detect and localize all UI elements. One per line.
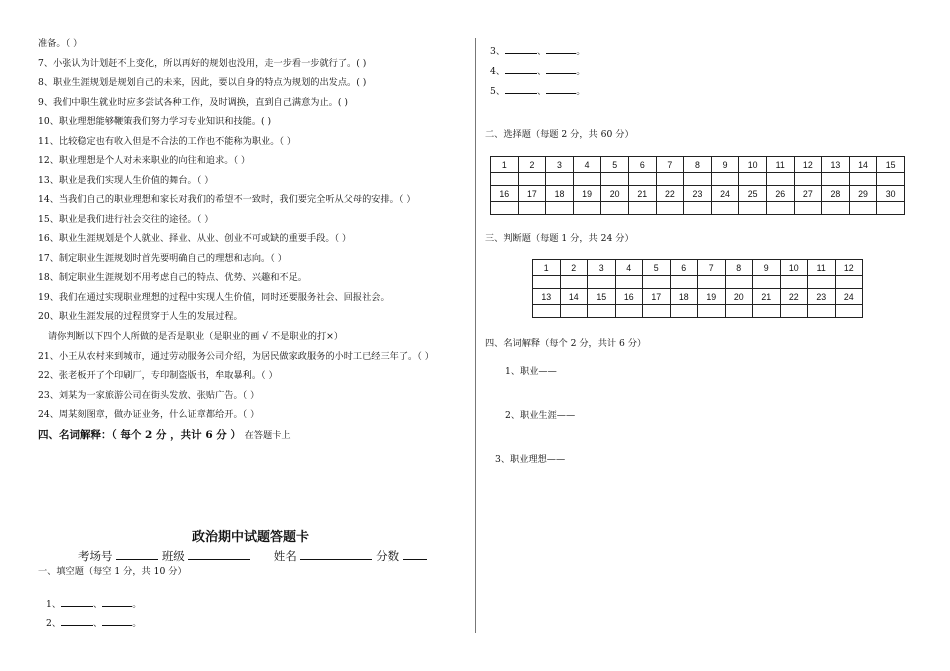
exam-no-blank[interactable] bbox=[116, 548, 158, 560]
score-blank[interactable] bbox=[403, 548, 427, 560]
choice-number-cell: 29 bbox=[849, 186, 877, 202]
choice-number-cell: 27 bbox=[794, 186, 822, 202]
choice-number-cell: 5 bbox=[601, 157, 629, 173]
term-header: 四、名词解释（每个 2 分，共计 6 分） bbox=[485, 338, 647, 349]
choice-number-cell: 7 bbox=[656, 157, 684, 173]
judge-answer-cell[interactable] bbox=[780, 305, 808, 318]
judge-number-cell: 22 bbox=[780, 289, 808, 305]
choice-number-cell: 10 bbox=[739, 157, 767, 173]
judge-number-cell: 3 bbox=[588, 260, 616, 276]
judge-number-cell: 19 bbox=[698, 289, 726, 305]
fill-blank[interactable] bbox=[61, 614, 93, 626]
judge-answer-cell[interactable] bbox=[835, 305, 863, 318]
judge-number-cell: 16 bbox=[615, 289, 643, 305]
column-divider bbox=[475, 38, 476, 633]
score-label: 分数 bbox=[376, 549, 400, 563]
judge-answer-cell[interactable] bbox=[725, 276, 753, 289]
term-3: 3、职业理想—— bbox=[495, 454, 566, 465]
choice-header: 二、选择题（每题 2 分，共 60 分） bbox=[485, 129, 634, 140]
question-20: 20、职业生涯发展的过程贯穿于人生的发展过程。 bbox=[38, 311, 243, 322]
choice-number-cell: 30 bbox=[877, 186, 905, 202]
judge-number-cell: 11 bbox=[808, 260, 836, 276]
fill-item-1: 1、 、 。 bbox=[46, 595, 141, 611]
question-19: 19、我们在通过实现职业理想的过程中实现人生价值，同时还要服务社会、回报社会。 bbox=[38, 291, 390, 303]
judge-answer-cell[interactable] bbox=[615, 305, 643, 318]
section4-tail: 在答题卡上 bbox=[244, 430, 291, 441]
judge-answer-cell[interactable] bbox=[588, 305, 616, 318]
judge-number-cell: 17 bbox=[643, 289, 671, 305]
term-1: 1、职业—— bbox=[505, 366, 557, 377]
choice-answer-cell[interactable] bbox=[711, 173, 739, 186]
judge-answer-cell[interactable] bbox=[808, 305, 836, 318]
question-15: 15、职业是我们进行社会交往的途径。（ ） bbox=[38, 213, 214, 225]
name-blank[interactable] bbox=[300, 548, 372, 560]
judge-answer-cell[interactable] bbox=[588, 276, 616, 289]
judge-number-cell: 13 bbox=[533, 289, 561, 305]
judge-answer-cell[interactable] bbox=[670, 276, 698, 289]
question-10: 10、职业理想能够鞭策我们努力学习专业知识和技能。( ) bbox=[38, 116, 272, 127]
choice-answer-cell[interactable] bbox=[849, 202, 877, 215]
section4-heading bbox=[38, 427, 291, 442]
question-8: 8、职业生涯规划是规划自己的未来，因此，要以自身的特点为规划的出发点。( ) bbox=[38, 77, 367, 88]
question-17: 17、制定职业生涯规划时首先要明确自己的理想和志向。（ ） bbox=[38, 252, 287, 264]
judge-answer-cell[interactable] bbox=[643, 276, 671, 289]
judge-number-cell: 21 bbox=[753, 289, 781, 305]
question-9: 9、我们中职生就业时应多尝试各种工作，及时调换，直到自己满意为止。( ) bbox=[38, 96, 348, 108]
judge-answer-cell[interactable] bbox=[808, 276, 836, 289]
judge-number-cell: 4 bbox=[615, 260, 643, 276]
judge-number-cell: 9 bbox=[753, 260, 781, 276]
choice-answer-cell[interactable] bbox=[877, 202, 905, 215]
choice-number-cell: 2 bbox=[518, 157, 546, 173]
fill-blank[interactable] bbox=[102, 614, 132, 626]
answer-card-fields bbox=[78, 548, 427, 564]
choice-number-cell: 22 bbox=[656, 186, 684, 202]
question-7: 7、小张认为计划赶不上变化，所以再好的规划也没用，走一步看一步就行了。( ) bbox=[38, 57, 367, 69]
section4-main: 四、名词解释：（ 每个 2 分 ，共计 6 分 ） bbox=[38, 429, 241, 441]
judge-answer-table bbox=[532, 259, 863, 318]
judge-answer-cell[interactable] bbox=[533, 305, 561, 318]
question-22: 22、张老板开了个印刷厂，专印制盗版书，牟取暴利。（ ） bbox=[38, 370, 278, 381]
choice-answer-cell[interactable] bbox=[601, 173, 629, 186]
choice-answer-cell[interactable] bbox=[849, 173, 877, 186]
question-16: 16、职业生涯规划是个人就业、择业、从业、创业不可或缺的重要手段。（ ） bbox=[38, 233, 352, 244]
term-2: 2、职业生涯—— bbox=[505, 410, 576, 421]
choice-answer-cell[interactable] bbox=[711, 202, 739, 215]
judge-answer-cell[interactable] bbox=[725, 305, 753, 318]
choice-answer-cell[interactable] bbox=[766, 202, 794, 215]
choice-number-cell: 11 bbox=[766, 157, 794, 173]
judge-number-cell: 14 bbox=[560, 289, 588, 305]
choice-number-cell: 23 bbox=[684, 186, 712, 202]
question-21: 21、小王从农村来到城市，通过劳动服务公司介绍，为居民做家政服务的小时工已经三年了。（ ） bbox=[38, 350, 434, 362]
fill-blank[interactable] bbox=[102, 595, 132, 607]
choice-number-cell: 24 bbox=[711, 186, 739, 202]
choice-answer-cell[interactable] bbox=[684, 173, 712, 186]
fill-blank[interactable] bbox=[61, 595, 93, 607]
judge-answer-cell[interactable] bbox=[753, 276, 781, 289]
choice-number-cell: 12 bbox=[794, 157, 822, 173]
choice-number-cell: 21 bbox=[628, 186, 656, 202]
choice-answer-cell[interactable] bbox=[546, 173, 574, 186]
judge-number-cell: 23 bbox=[808, 289, 836, 305]
choice-answer-cell[interactable] bbox=[822, 173, 850, 186]
choice-answer-cell[interactable] bbox=[518, 202, 546, 215]
judge-number-cell: 24 bbox=[835, 289, 863, 305]
judge-answer-cell[interactable] bbox=[698, 305, 726, 318]
choice-number-cell: 6 bbox=[628, 157, 656, 173]
judge-answer-cell[interactable] bbox=[780, 276, 808, 289]
fill-blank[interactable] bbox=[546, 82, 576, 94]
judge-number-cell: 6 bbox=[670, 260, 698, 276]
class-blank[interactable] bbox=[188, 548, 250, 560]
choice-answer-cell[interactable] bbox=[518, 173, 546, 186]
fill-blank[interactable] bbox=[546, 62, 576, 74]
choice-number-cell: 28 bbox=[822, 186, 850, 202]
choice-number-cell: 18 bbox=[546, 186, 574, 202]
judge-number-cell: 18 bbox=[670, 289, 698, 305]
judge-number-cell: 10 bbox=[780, 260, 808, 276]
choice-answer-cell[interactable] bbox=[766, 173, 794, 186]
choice-number-cell: 20 bbox=[601, 186, 629, 202]
choice-answer-cell[interactable] bbox=[739, 173, 767, 186]
choice-number-cell: 13 bbox=[822, 157, 850, 173]
question-12: 12、职业理想是个人对未来职业的向往和追求。（ ） bbox=[38, 155, 251, 166]
choice-number-cell: 16 bbox=[491, 186, 519, 202]
exam-no-label: 考场号 bbox=[78, 549, 113, 563]
choice-answer-cell[interactable] bbox=[628, 202, 656, 215]
name-label: 姓名 bbox=[273, 549, 297, 563]
choice-answer-cell[interactable] bbox=[573, 202, 601, 215]
fill-item-4: 4、 、 。 bbox=[490, 62, 585, 78]
choice-answer-cell[interactable] bbox=[601, 202, 629, 215]
question-24: 24、周某刻图章，做办证业务，什么证章都给开。（ ） bbox=[38, 409, 260, 420]
question-18: 18、制定职业生涯规划不用考虑自己的特点、优势、兴趣和不足。 bbox=[38, 272, 307, 283]
question-line: 准备。（ ） bbox=[38, 38, 83, 49]
judge-number-cell: 2 bbox=[560, 260, 588, 276]
judge-answer-cell[interactable] bbox=[560, 276, 588, 289]
judge-answer-cell[interactable] bbox=[615, 276, 643, 289]
choice-answer-cell[interactable] bbox=[491, 173, 519, 186]
judge-answer-cell[interactable] bbox=[670, 305, 698, 318]
judge-number-cell: 12 bbox=[835, 260, 863, 276]
choice-number-cell: 8 bbox=[684, 157, 712, 173]
fill-blank[interactable] bbox=[505, 82, 537, 94]
judge-number-cell: 8 bbox=[725, 260, 753, 276]
choice-answer-cell[interactable] bbox=[546, 202, 574, 215]
question-13: 13、职业是我们实现人生价值的舞台。（ ） bbox=[38, 174, 214, 186]
choice-answer-cell[interactable] bbox=[794, 173, 822, 186]
choice-number-cell: 17 bbox=[518, 186, 546, 202]
choice-answer-cell[interactable] bbox=[739, 202, 767, 215]
choice-number-cell: 1 bbox=[491, 157, 519, 173]
choice-answer-cell[interactable] bbox=[491, 202, 519, 215]
choice-answer-cell[interactable] bbox=[684, 202, 712, 215]
choice-number-cell: 19 bbox=[573, 186, 601, 202]
judge-answer-cell[interactable] bbox=[643, 305, 671, 318]
choice-answer-cell[interactable] bbox=[656, 202, 684, 215]
choice-answer-cell[interactable] bbox=[794, 202, 822, 215]
judge-instruction: 请你判断以下四个人所做的是否是职业（是职业的画 √ 不是职业的打×） bbox=[48, 331, 344, 342]
choice-number-cell: 3 bbox=[546, 157, 574, 173]
choice-answer-cell[interactable] bbox=[822, 202, 850, 215]
choice-number-cell: 9 bbox=[711, 157, 739, 173]
fill-item-2: 2、 、 。 bbox=[46, 614, 141, 630]
judge-number-cell: 1 bbox=[533, 260, 561, 276]
choice-answer-table bbox=[490, 156, 905, 215]
question-11: 11、比较稳定也有收入但是不合法的工作也不能称为职业。（ ） bbox=[38, 135, 297, 147]
answer-card-title: 政治期中试题答题卡 bbox=[191, 530, 309, 545]
judge-answer-cell[interactable] bbox=[560, 305, 588, 318]
judge-header: 三、判断题（每题 1 分，共 24 分） bbox=[485, 233, 634, 244]
fill-blank[interactable] bbox=[546, 42, 576, 54]
judge-answer-cell[interactable] bbox=[533, 276, 561, 289]
fill-blank[interactable] bbox=[505, 62, 537, 74]
choice-answer-cell[interactable] bbox=[573, 173, 601, 186]
choice-number-cell: 25 bbox=[739, 186, 767, 202]
question-14: 14、当我们自己的职业理想和家长对我们的希望不一致时，我们要完全听从父母的安排。（ ） bbox=[38, 194, 416, 205]
judge-answer-cell[interactable] bbox=[753, 305, 781, 318]
judge-number-cell: 7 bbox=[698, 260, 726, 276]
judge-number-cell: 20 bbox=[725, 289, 753, 305]
choice-number-cell: 14 bbox=[849, 157, 877, 173]
choice-answer-cell[interactable] bbox=[656, 173, 684, 186]
question-23: 23、刘某为一家旅游公司在街头发放、张贴广告。（ ） bbox=[38, 389, 260, 401]
class-label: 班级 bbox=[161, 549, 185, 563]
judge-number-cell: 15 bbox=[588, 289, 616, 305]
choice-number-cell: 15 bbox=[877, 157, 905, 173]
choice-answer-cell[interactable] bbox=[877, 173, 905, 186]
judge-answer-cell[interactable] bbox=[698, 276, 726, 289]
fill-item-3: 3、 、 。 bbox=[490, 42, 585, 58]
choice-number-cell: 26 bbox=[766, 186, 794, 202]
fill-blank-header: 一、填空题（每空 1 分，共 10 分） bbox=[38, 566, 187, 577]
fill-blank[interactable] bbox=[505, 42, 537, 54]
judge-number-cell: 5 bbox=[643, 260, 671, 276]
fill-item-5: 5、 、 。 bbox=[490, 82, 585, 98]
choice-number-cell: 4 bbox=[573, 157, 601, 173]
judge-answer-cell[interactable] bbox=[835, 276, 863, 289]
choice-answer-cell[interactable] bbox=[628, 173, 656, 186]
